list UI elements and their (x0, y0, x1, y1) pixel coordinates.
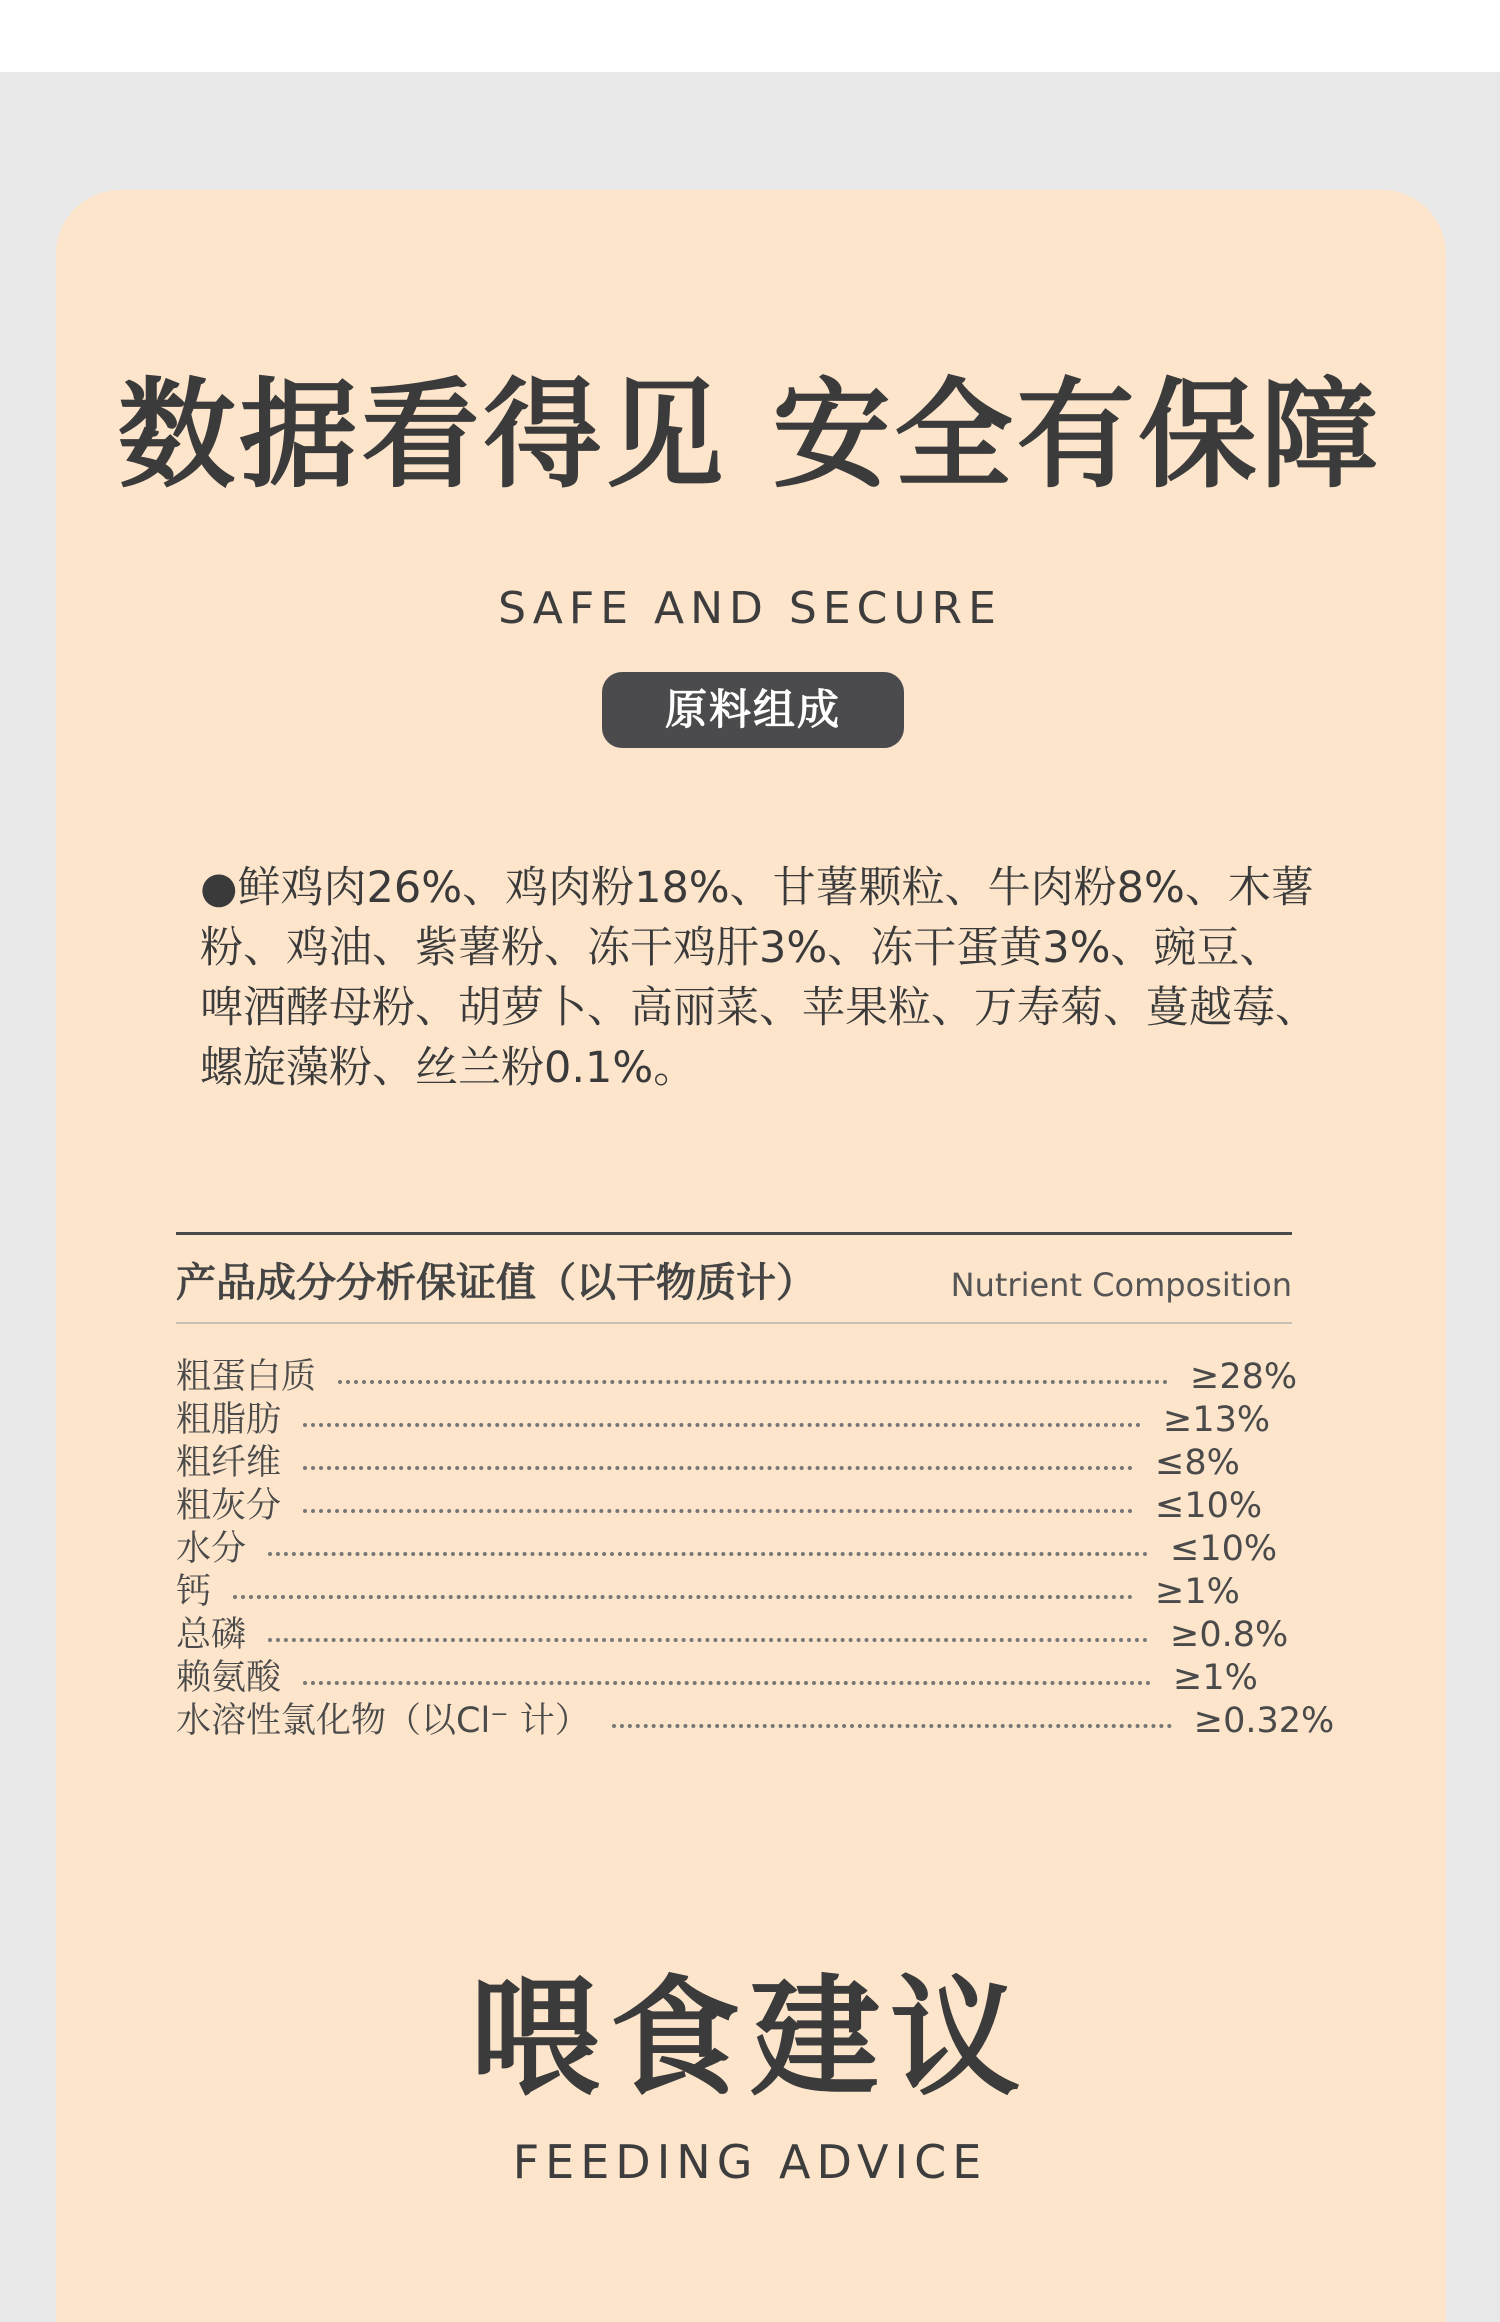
leader-dots (303, 1423, 1141, 1427)
top-bar (0, 0, 1500, 72)
leader-dots (303, 1466, 1133, 1470)
nutrient-value: ≥13% (1163, 1400, 1271, 1440)
nutrient-name: 粗灰分 (176, 1486, 282, 1526)
nutrient-row (176, 1571, 1326, 1614)
nutrient-value: ≤10% (1155, 1486, 1263, 1526)
nutrient-value: ≥0.8% (1170, 1615, 1289, 1655)
nutrient-name: 粗蛋白质 (176, 1357, 317, 1397)
page-subtitle: SAFE AND SECURE (498, 583, 1002, 634)
feeding-subtitle: FEEDING ADVICE (512, 2135, 988, 2189)
analysis-title: 产品成分分析保证值（以干物质计） (176, 1260, 816, 1306)
nutrient-table (176, 1356, 1335, 1743)
nutrient-row (176, 1356, 1326, 1399)
nutrient-name: 水溶性氯化物（以Cl⁻ 计） (176, 1701, 590, 1741)
nutrient-value: ≥28% (1190, 1357, 1298, 1397)
nutrient-row (176, 1399, 1326, 1442)
ingredients-text: ●鲜鸡肉26%、鸡肉粉18%、甘薯颗粒、牛肉粉8%、木薯粉、鸡油、紫薯粉、冻干鸡肝3%、冻干蛋黄3%、豌豆、啤酒酵母粉、胡萝卜、高丽菜、苹果粒、万寿菊、蔓越莓、螺旋藻粉、丝兰粉0.1%。 (200, 863, 1318, 1093)
nutrient-name: 总磷 (176, 1615, 247, 1655)
leader-dots (612, 1724, 1172, 1728)
page-title: 数据看得见 安全有保障 (117, 366, 1383, 504)
nutrient-row (176, 1528, 1326, 1571)
nutrient-row (176, 1700, 1335, 1743)
nutrient-value: ≤8% (1155, 1443, 1240, 1483)
nutrient-name: 水分 (176, 1529, 247, 1569)
leader-dots (338, 1380, 1168, 1384)
nutrient-row (176, 1657, 1326, 1700)
leader-dots (268, 1552, 1148, 1556)
leader-dots (303, 1681, 1151, 1685)
section-label-badge: 原料组成 (602, 672, 904, 748)
analysis-header-divider (176, 1322, 1292, 1324)
nutrient-row (176, 1485, 1326, 1528)
nutrient-value: ≥1% (1173, 1658, 1258, 1698)
nutrient-name: 粗脂肪 (176, 1400, 282, 1440)
leader-dots (303, 1509, 1133, 1513)
leader-dots (233, 1595, 1133, 1599)
nutrient-name: 粗纤维 (176, 1443, 282, 1483)
analysis-title-en: Nutrient Composition (950, 1266, 1292, 1304)
nutrient-value: ≥1% (1155, 1572, 1240, 1612)
nutrient-row (176, 1614, 1326, 1657)
nutrient-name: 钙 (176, 1572, 212, 1612)
leader-dots (268, 1638, 1148, 1642)
analysis-header (176, 1254, 1292, 1312)
nutrient-value: ≤10% (1170, 1529, 1278, 1569)
feeding-title: 喂食建议 (469, 1962, 1030, 2114)
nutrient-row (176, 1442, 1326, 1485)
analysis-top-divider (176, 1232, 1292, 1235)
nutrient-value: ≥0.32% (1193, 1701, 1335, 1741)
nutrient-name: 赖氨酸 (176, 1658, 282, 1698)
